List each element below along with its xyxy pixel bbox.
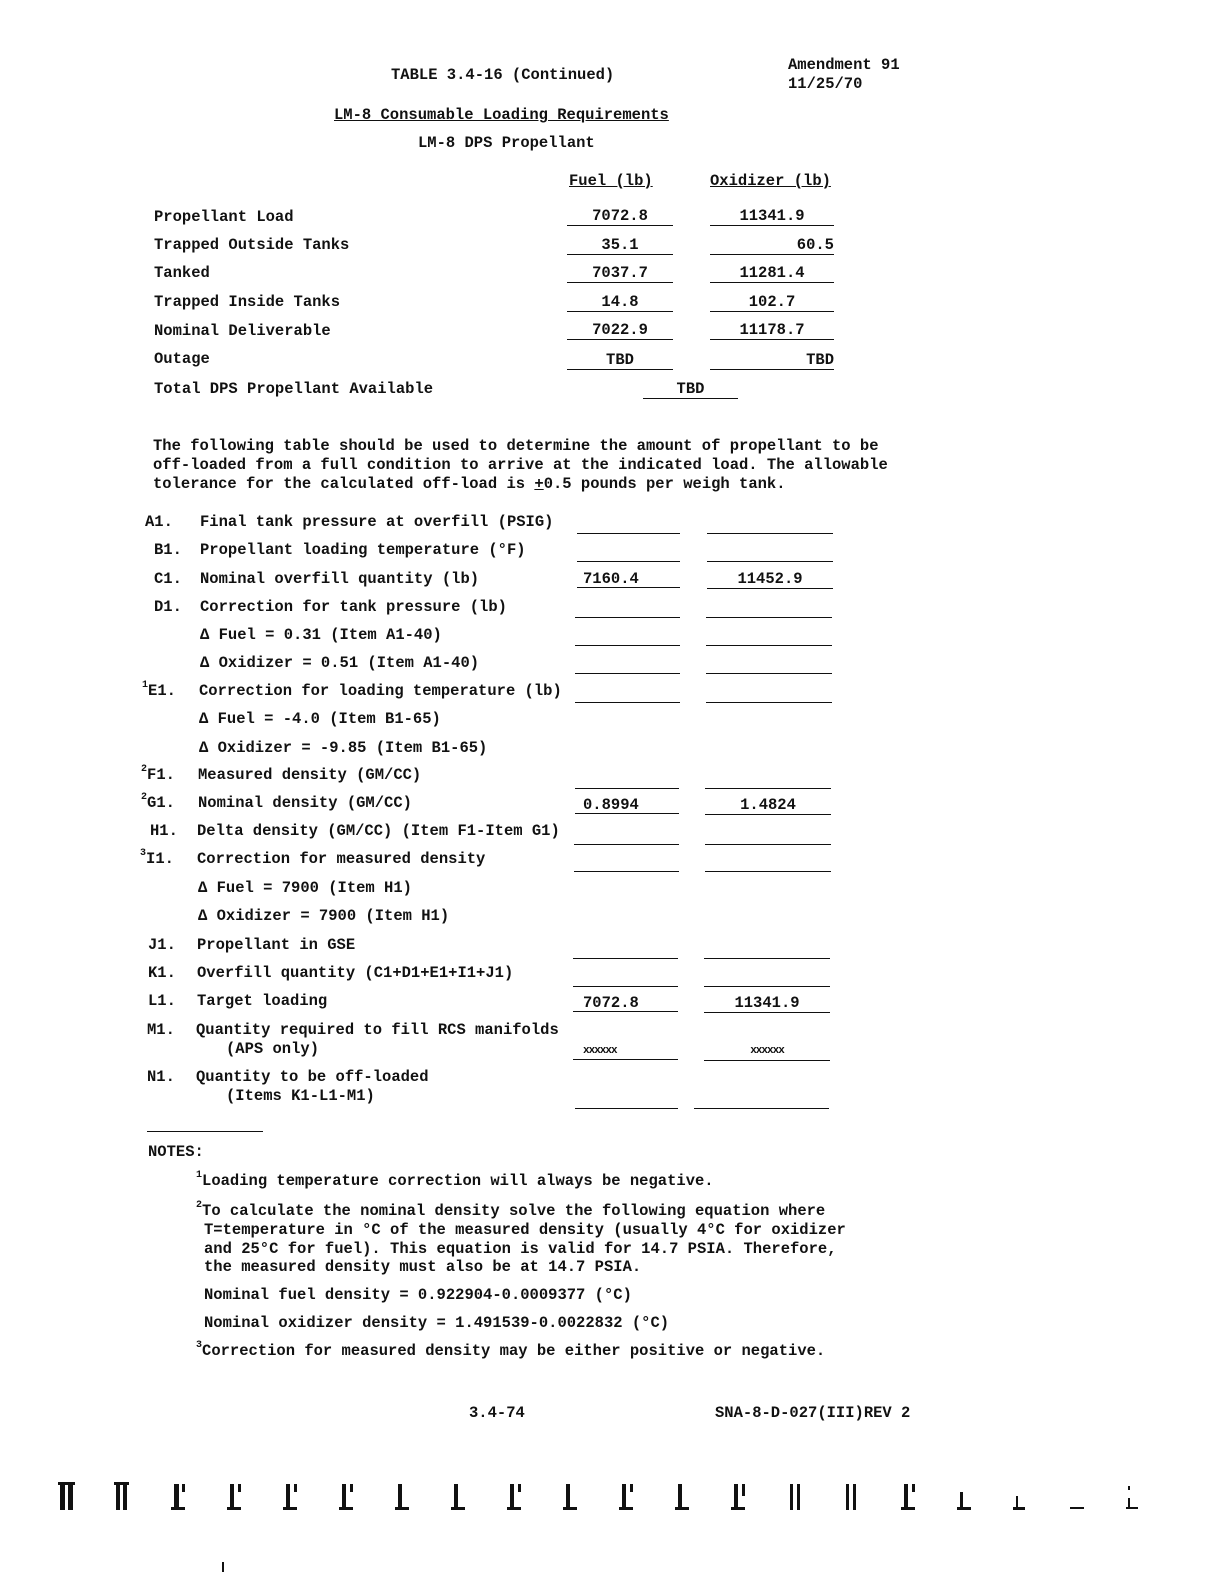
item-fuel-field: 7160.4 xyxy=(577,570,680,588)
page-number: 3.4-74 xyxy=(469,1404,525,1422)
item-oxidizer-field xyxy=(706,655,832,674)
prop-fuel-value: TBD xyxy=(567,351,673,370)
col-header-fuel: Fuel (lb) xyxy=(569,172,653,190)
prop-row-label: Trapped Outside Tanks xyxy=(154,236,350,254)
item-label: Correction for measured density xyxy=(197,850,486,868)
plus-minus-symbol: + xyxy=(534,475,544,493)
prop-row-label: Nominal Deliverable xyxy=(154,322,331,340)
fuel-density-equation: Nominal fuel density = 0.922904-0.0009377 (°C) xyxy=(204,1286,632,1304)
amendment-date: 11/25/70 xyxy=(788,75,863,93)
item-label: Quantity required to fill RCS manifolds xyxy=(196,1021,559,1039)
item-id: K1. xyxy=(148,964,176,982)
document-id: SNA-8-D-027(III)REV 2 xyxy=(715,1404,911,1422)
prop-row-label: Trapped Inside Tanks xyxy=(154,293,341,311)
item-fuel-field xyxy=(574,853,679,872)
page-subtitle: LM-8 Consumable Loading Requirements xyxy=(334,106,669,124)
item-fuel-field: xxxxxx xyxy=(573,1042,678,1060)
item-label: Target loading xyxy=(197,992,328,1010)
item-id-text: I1. xyxy=(146,850,174,868)
footnote-ref: 2 xyxy=(141,764,148,775)
item-oxidizer-field xyxy=(705,826,831,845)
item-id xyxy=(141,794,175,812)
item-fuel-field xyxy=(575,655,680,674)
prop-oxidizer-value: 11178.7 xyxy=(710,321,834,340)
intro-line-text: tolerance for the calculated off-load is xyxy=(153,475,535,493)
item-label: Correction for tank pressure (lb) xyxy=(200,598,507,616)
note-text: Correction for measured density may be either positive or negative. xyxy=(202,1342,826,1360)
section-title: LM-8 DPS Propellant xyxy=(418,134,595,152)
intro-line: The following table should be used to determine the amount of propellant to be xyxy=(153,437,879,455)
item-label: Δ Oxidizer = 7900 (Item H1) xyxy=(198,907,450,925)
item-label: Overfill quantity (C1+D1+E1+I1+J1) xyxy=(197,964,514,982)
prop-oxidizer-value: 60.5 xyxy=(710,236,834,255)
prop-fuel-value: 14.8 xyxy=(567,293,673,312)
intro-line-text: 0.5 pounds per weigh tank. xyxy=(543,475,786,493)
amendment-label: Amendment 91 xyxy=(788,56,900,74)
footnote-ref: 2 xyxy=(196,1200,203,1211)
item-oxidizer-field xyxy=(706,627,832,646)
item-fuel-field xyxy=(575,599,680,618)
item-label: Propellant in GSE xyxy=(197,936,356,954)
prop-fuel-value: 35.1 xyxy=(567,236,673,255)
item-id xyxy=(142,682,176,700)
item-oxidizer-field: 11452.9 xyxy=(707,570,833,589)
item-id-text: G1. xyxy=(147,794,175,812)
item-fuel-field xyxy=(575,684,680,703)
item-fuel-field xyxy=(577,543,680,562)
prop-oxidizer-value: 102.7 xyxy=(710,293,834,312)
item-oxidizer-field xyxy=(706,599,832,618)
item-oxidizer-field xyxy=(707,543,833,562)
item-label: Δ Oxidizer = -9.85 (Item B1-65) xyxy=(199,739,488,757)
note-text: Loading temperature correction will always be negative. xyxy=(202,1172,714,1190)
item-label-cont: (Items K1-L1-M1) xyxy=(226,1087,375,1105)
item-id: H1. xyxy=(150,822,178,840)
item-label: Δ Fuel = -4.0 (Item B1-65) xyxy=(199,710,441,728)
prop-row-label: Tanked xyxy=(154,264,210,282)
note-3 xyxy=(196,1342,825,1360)
prop-total-label: Total DPS Propellant Available xyxy=(154,380,434,398)
item-oxidizer-field: 11341.9 xyxy=(704,994,830,1013)
item-fuel-field: 7072.8 xyxy=(573,994,678,1012)
item-oxidizer-field xyxy=(705,770,831,789)
item-label: Nominal overfill quantity (lb) xyxy=(200,570,480,588)
footnote-ref: 2 xyxy=(141,792,148,803)
footnote-ref: 3 xyxy=(196,1340,203,1351)
intro-line: off-loaded from a full condition to arrive at the indicated load. The allowable xyxy=(153,456,888,474)
note-2 xyxy=(196,1202,825,1220)
prop-row-label: Outage xyxy=(154,350,210,368)
prop-oxidizer-value: 11281.4 xyxy=(710,264,834,283)
item-label: Measured density (GM/CC) xyxy=(198,766,422,784)
footnote-ref: 1 xyxy=(142,680,149,691)
item-oxidizer-field xyxy=(704,940,830,959)
item-label: Quantity to be off-loaded xyxy=(196,1068,429,1086)
item-label: Nominal density (GM/CC) xyxy=(198,794,412,812)
item-id xyxy=(140,850,174,868)
note-1 xyxy=(196,1172,714,1190)
notes-divider xyxy=(147,1131,263,1132)
item-fuel-field xyxy=(575,770,679,789)
item-label: Delta density (GM/CC) (Item F1-Item G1) xyxy=(197,822,560,840)
note-text: T=temperature in °C of the measured density (usually 4°C for oxidizer xyxy=(204,1221,846,1239)
footnote-ref: 3 xyxy=(140,848,147,859)
note-text: and 25°C for fuel). This equation is valid for 14.7 PSIA. Therefore, xyxy=(204,1240,837,1258)
item-id-text: E1. xyxy=(148,682,176,700)
item-label: Final tank pressure at overfill (PSIG) xyxy=(200,513,554,531)
note-text: To calculate the nominal density solve the following equation where xyxy=(202,1202,826,1220)
item-label: Δ Fuel = 7900 (Item H1) xyxy=(198,879,412,897)
prop-fuel-value: 7037.7 xyxy=(567,264,673,283)
note-text: the measured density must also be at 14.7 PSIA. xyxy=(204,1258,642,1276)
prop-fuel-value: 7072.8 xyxy=(567,207,673,226)
intro-line xyxy=(153,475,786,493)
item-oxidizer-field xyxy=(694,1090,829,1109)
item-id xyxy=(141,766,175,784)
scan-marks-graphic xyxy=(0,1474,1220,1584)
item-oxidizer-field xyxy=(706,684,832,703)
item-id: J1. xyxy=(148,936,176,954)
item-fuel-field xyxy=(573,968,678,987)
item-oxidizer-field xyxy=(704,968,830,987)
item-label: Propellant loading temperature (°F) xyxy=(200,541,526,559)
item-oxidizer-field: xxxxxx xyxy=(704,1042,830,1061)
item-id: N1. xyxy=(147,1068,175,1086)
prop-fuel-value: 7022.9 xyxy=(567,321,673,340)
item-id: L1. xyxy=(148,992,176,1010)
item-fuel-field xyxy=(575,627,680,646)
notes-heading: NOTES: xyxy=(148,1143,204,1161)
item-fuel-field xyxy=(573,940,678,959)
item-oxidizer-field: 1.4824 xyxy=(705,796,831,815)
prop-oxidizer-value: 11341.9 xyxy=(710,207,834,226)
prop-total-value: TBD xyxy=(643,380,738,399)
item-oxidizer-field xyxy=(707,515,833,534)
item-fuel-field xyxy=(574,826,679,845)
prop-row-label: Propellant Load xyxy=(154,208,294,226)
item-fuel-field: 0.8994 xyxy=(575,796,679,814)
item-id: D1. xyxy=(154,598,182,616)
item-fuel-field xyxy=(577,515,680,534)
col-header-oxidizer: Oxidizer (lb) xyxy=(710,172,831,190)
item-label: Δ Fuel = 0.31 (Item A1-40) xyxy=(200,626,442,644)
footnote-ref: 1 xyxy=(196,1170,203,1181)
item-fuel-field xyxy=(575,1090,678,1109)
oxidizer-density-equation: Nominal oxidizer density = 1.491539-0.0022832 (°C) xyxy=(204,1314,670,1332)
item-label: Correction for loading temperature (lb) xyxy=(199,682,562,700)
table-title: TABLE 3.4-16 (Continued) xyxy=(391,66,615,84)
item-id-text: F1. xyxy=(147,766,175,784)
item-id: M1. xyxy=(147,1021,175,1039)
item-oxidizer-field xyxy=(705,853,831,872)
prop-oxidizer-value: TBD xyxy=(710,351,834,370)
item-label: Δ Oxidizer = 0.51 (Item A1-40) xyxy=(200,654,480,672)
item-id: A1. xyxy=(145,513,173,531)
item-label-cont: (APS only) xyxy=(226,1040,320,1058)
item-id: C1. xyxy=(154,570,182,588)
item-id: B1. xyxy=(154,541,182,559)
